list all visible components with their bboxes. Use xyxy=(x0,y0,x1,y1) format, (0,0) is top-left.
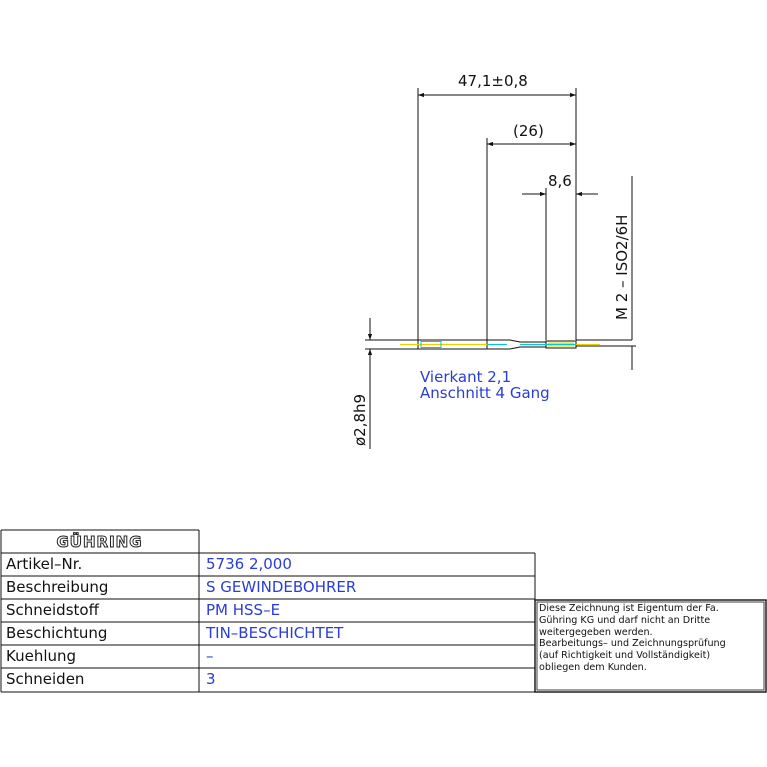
shank-length-dimension xyxy=(487,138,576,340)
thread-length-dimension xyxy=(522,188,598,340)
overall-length-label: 47,1±0,8 xyxy=(458,72,528,90)
thread-length-label: 8,6 xyxy=(548,172,572,190)
disclaimer-line: Bearbeitungs– und Zeichnungsprüfung xyxy=(539,638,726,650)
ownership-disclaimer xyxy=(539,603,763,674)
chamfer-note: Anschnitt 4 Gang xyxy=(420,384,550,402)
tap-body xyxy=(400,340,600,349)
coating-label: Beschichtung xyxy=(6,624,108,642)
disclaimer-line: (auf Richtigkeit und Vollständigkeit) xyxy=(539,650,711,662)
guehring-logo: GÜHRING xyxy=(56,532,143,551)
square-note: Vierkant 2,1 xyxy=(420,368,512,386)
article-number-label: Artikel–Nr. xyxy=(6,555,83,573)
shank-length-label: (26) xyxy=(513,122,544,140)
shank-diameter-dimension xyxy=(365,318,420,449)
description-value: S GEWINDEBOHRER xyxy=(206,578,357,596)
disclaimer-line: weitergegeben werden. xyxy=(539,626,653,638)
flutes-label: Schneiden xyxy=(6,670,85,688)
disclaimer-line: Gühring KG und darf nicht an Dritte xyxy=(539,614,711,626)
disclaimer-line: obliegen dem Kunden. xyxy=(539,661,647,673)
coating-value: TIN–BESCHICHTET xyxy=(206,624,344,642)
cutting-material-value: PM HSS–E xyxy=(206,601,281,619)
description-label: Beschreibung xyxy=(6,578,109,596)
thread-spec-label: M 2 – ISO2/6H xyxy=(613,214,631,320)
cooling-label: Kuehlung xyxy=(6,647,77,665)
article-number-value: 5736 2,000 xyxy=(206,555,292,573)
shank-diameter-label: ø2,8h9 xyxy=(351,393,369,446)
flutes-value: 3 xyxy=(206,670,216,688)
disclaimer-line: Diese Zeichnung ist Eigentum der Fa. xyxy=(539,603,719,614)
cutting-material-label: Schneidstoff xyxy=(6,601,99,619)
cooling-value: – xyxy=(206,647,214,665)
overall-length-dimension xyxy=(418,88,576,340)
